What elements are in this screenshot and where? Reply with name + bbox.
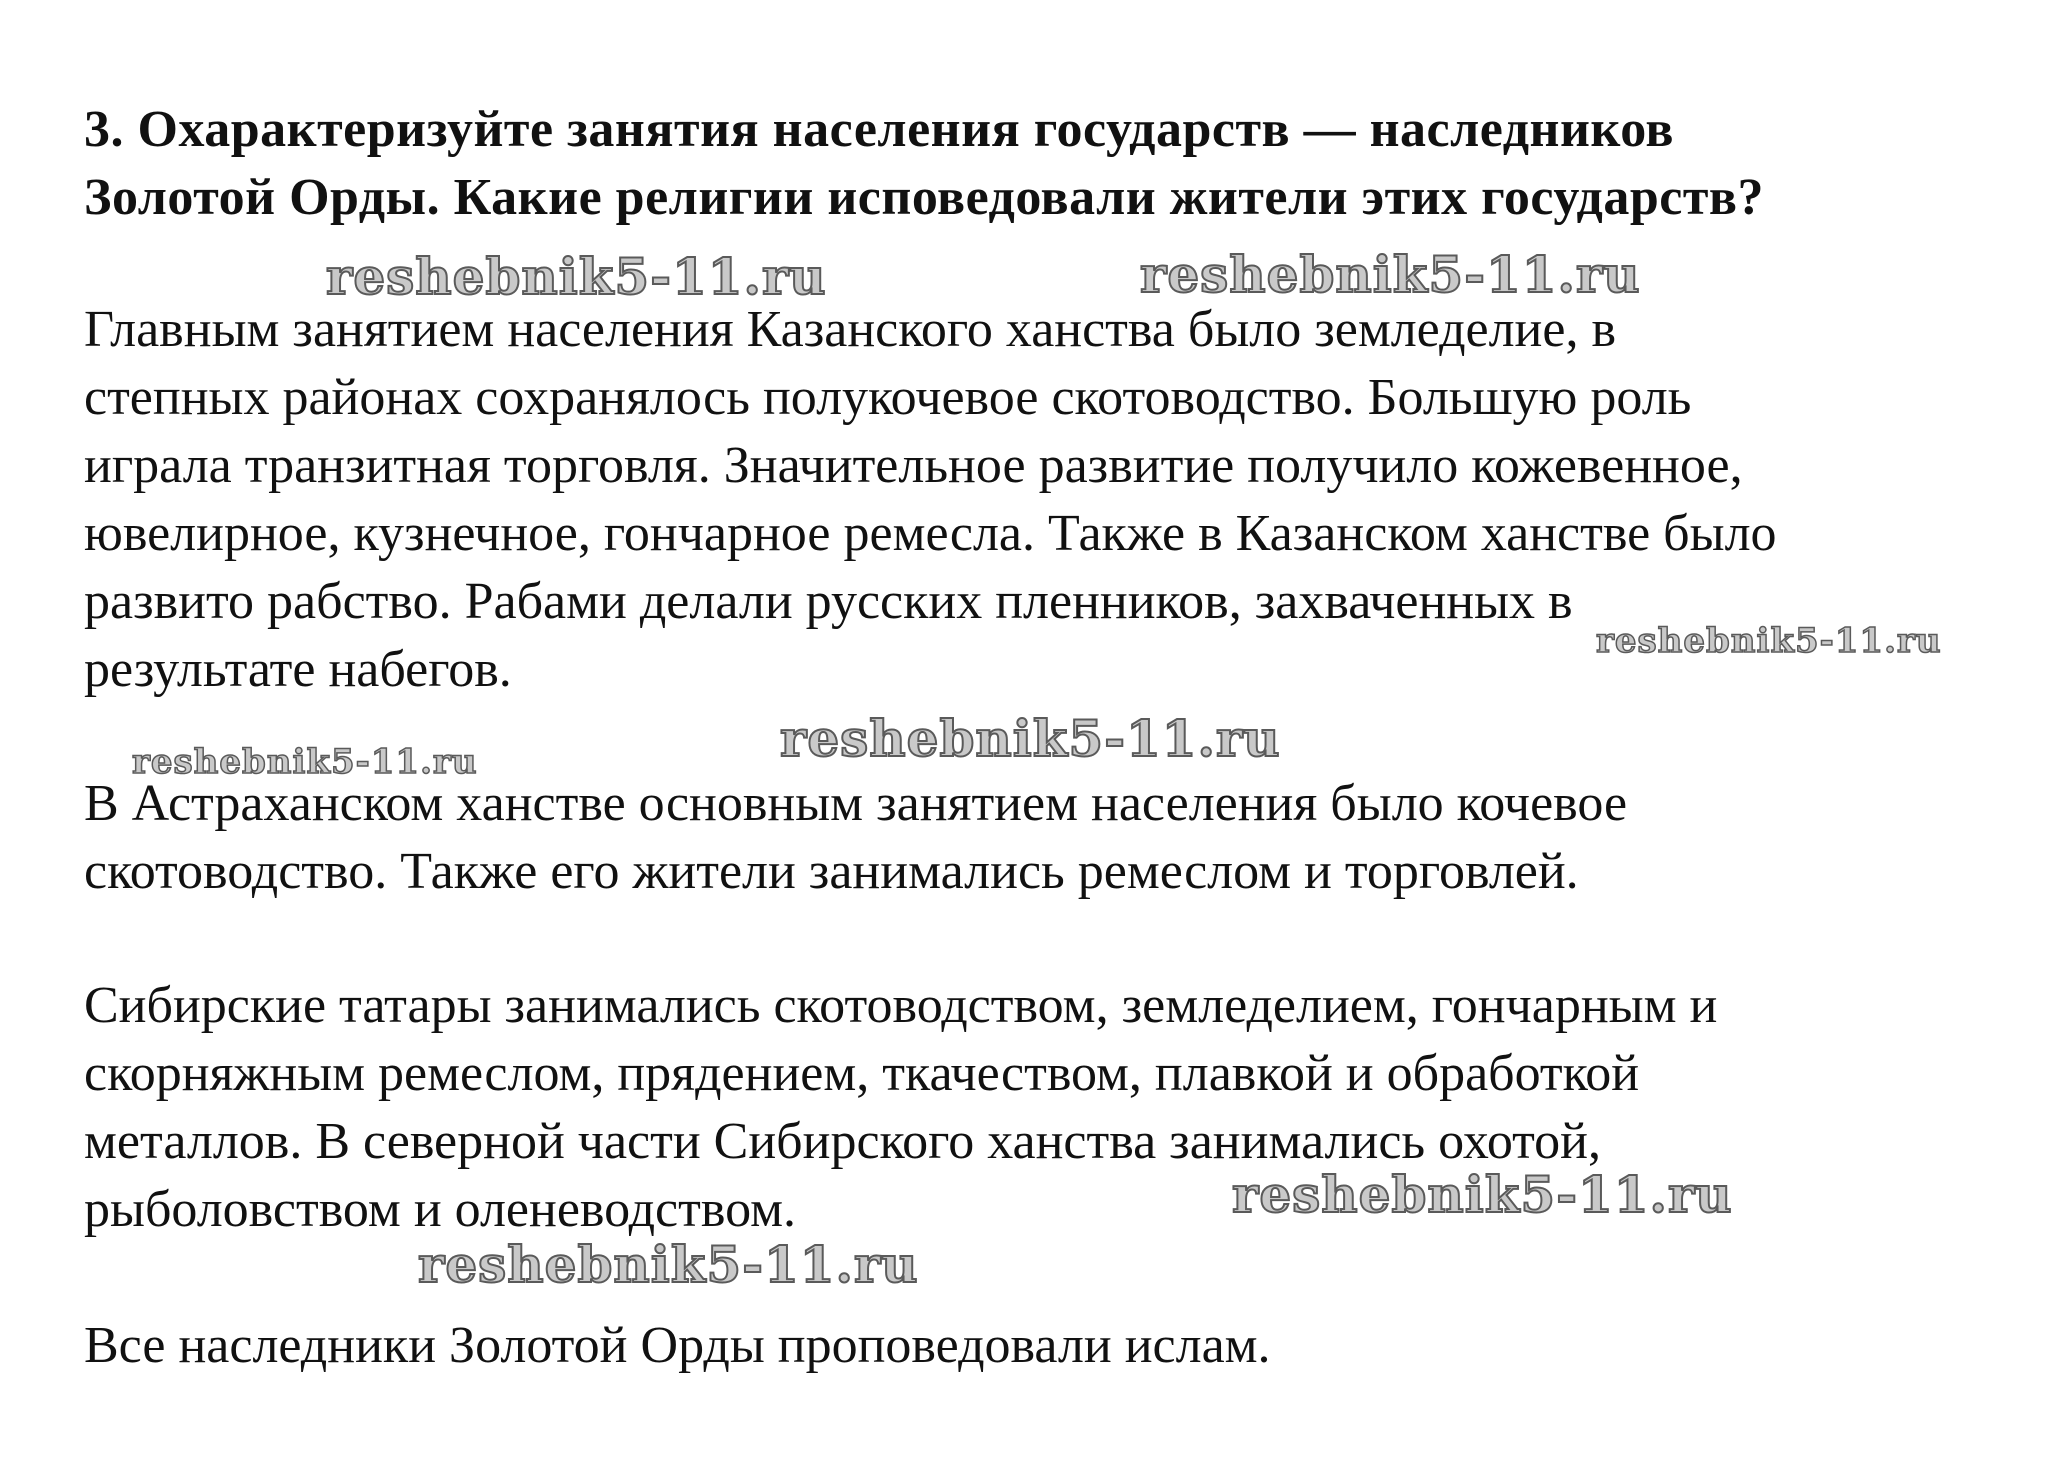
paragraph-line: развито рабство. Рабами делали русских пленников, захваченных в [84,573,1573,630]
paragraph-line: скорняжным ремеслом, прядением, ткачеством, плавкой и обработкой [84,1045,1640,1102]
question-heading [84,96,2024,232]
watermark: reshebnik5-11.ru [1140,245,1641,304]
answer-paragraph-religion [84,1312,2044,1380]
paragraph-line: Сибирские татары занимались скотоводством, земледелием, гончарным и [84,977,1718,1034]
question-line: Золотой Орды. Какие религии исповедовали жители этих государств? [84,169,1764,226]
paragraph-line: металлов. В северной части Сибирского ханства занимались охотой, [84,1113,1602,1170]
watermark: reshebnik5-11.ru [780,709,1281,768]
paragraph-line: ювелирное, кузнечное, гончарное ремесла. Также в Казанском ханстве было [84,505,1777,562]
watermark: reshebnik5-11.ru [418,1235,919,1294]
paragraph-line: играла транзитная торговля. Значительное развитие получило кожевенное, [84,437,1743,494]
watermark: reshebnik5-11.ru [326,247,827,306]
answer-paragraph-astrakhan [84,770,2044,906]
paragraph-line: Все наследники Золотой Орды проповедовали ислам. [84,1317,1271,1374]
paragraph-line: скотоводство. Также его жители занимались ремеслом и торговлей. [84,843,1579,900]
question-line: 3. Охарактеризуйте занятия населения государств — наследников [84,101,1674,158]
paragraph-line: В Астраханском ханстве основным занятием населения было кочевое [84,775,1628,832]
paragraph-line: результате набегов. [84,641,512,698]
paragraph-line: Главным занятием населения Казанского ханства было земледелие, в [84,301,1617,358]
paragraph-line: рыболовством и оленеводством. [84,1181,796,1238]
watermark: reshebnik5-11.ru [1232,1165,1733,1224]
paragraph-line: степных районах сохранялось полукочевое скотоводство. Большую роль [84,369,1692,426]
watermark: reshebnik5-11.ru [1596,621,1942,661]
answer-paragraph-siberia [84,972,2044,1244]
watermark: reshebnik5-11.ru [132,742,478,782]
